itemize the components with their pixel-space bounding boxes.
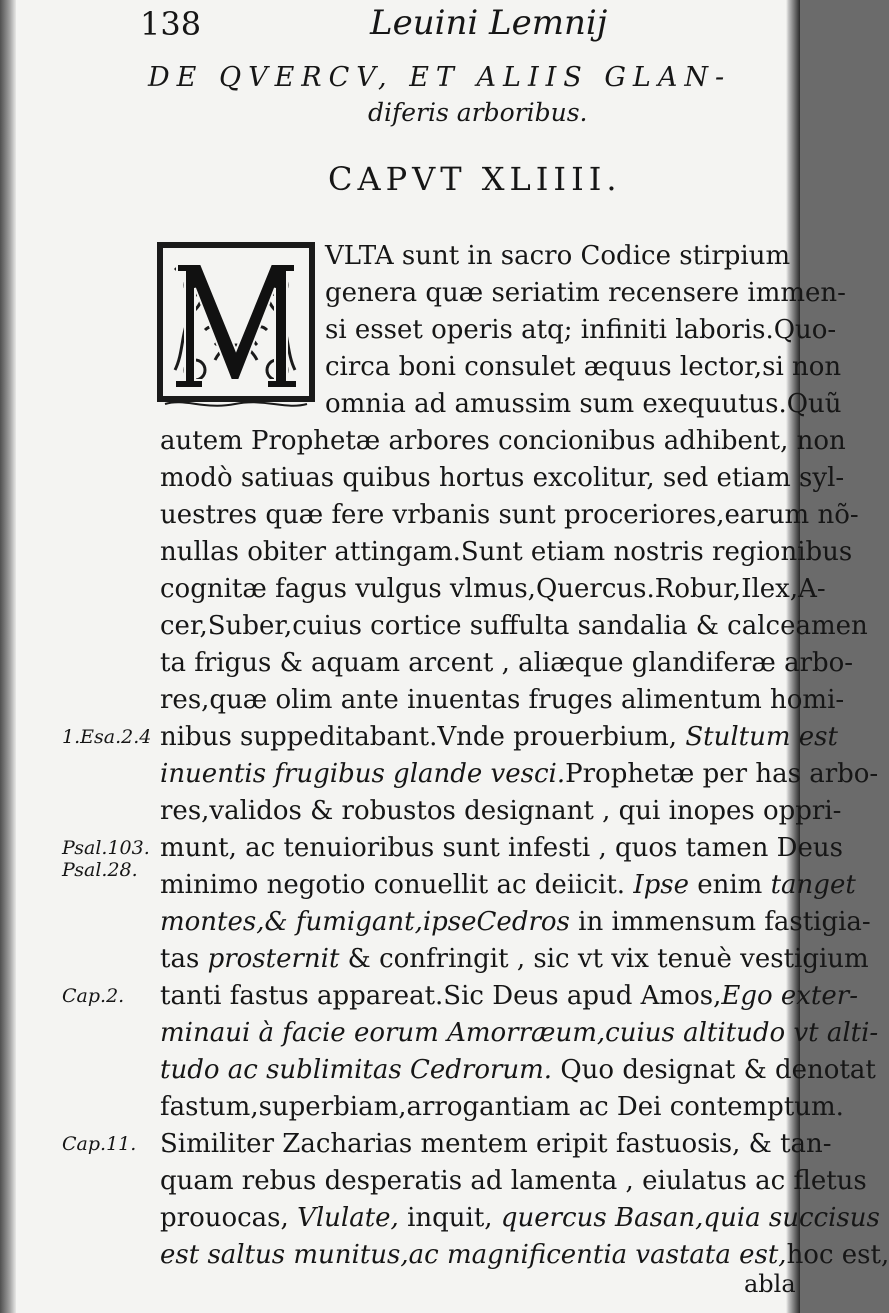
text-line-27 <box>160 1205 880 1231</box>
page-number: 138 <box>140 5 202 43</box>
text-run: Prophetæ per has arbo- <box>565 759 879 789</box>
margin-note-1: 1.Esa.2.4 <box>62 726 152 748</box>
margin-note-4: Cap.2. <box>62 985 125 1007</box>
svg-text:M: M <box>236 410 238 411</box>
margin-note-2: Psal.103. <box>62 837 150 859</box>
text-line-21 <box>160 983 858 1009</box>
decorated-initial-m <box>155 240 317 412</box>
text-run: prouocas, <box>160 1203 289 1233</box>
text-line-22: minaui à facie eorum Amorræum,cuius altitudo vt alti- <box>160 1018 879 1048</box>
text-run: tas <box>160 944 200 974</box>
text-run: hoc est, <box>786 1240 889 1270</box>
italic-run: tudo ac sublimitas Cedrorum. <box>160 1055 553 1085</box>
margin-note-5: Cap.11. <box>62 1133 137 1155</box>
text-line-23 <box>160 1057 876 1083</box>
text-line-3: si esset operis atq; infiniti laboris.Quo- <box>325 315 837 345</box>
text-line-16: res,validos & robustos designant , qui inopes oppri- <box>160 796 842 826</box>
text-line-1: VLTA sunt in sacro Codice stirpium <box>325 241 791 271</box>
text-line-7: modò satiuas quibus hortus excolitur, sed etiam syl- <box>160 463 845 493</box>
text-line-5: omnia ad amussim sum exequutus.Quũ <box>325 389 842 419</box>
text-run: & confringit , sic vt vix tenuè vestigium <box>347 944 869 974</box>
text-line-9: nullas obiter attingam.Sunt etiam nostris regionibus <box>160 537 853 567</box>
text-run: in immensum fastigia- <box>578 907 871 937</box>
text-line-15 <box>160 761 878 787</box>
text-line-20 <box>160 946 869 972</box>
text-run: Quo designat & denotat <box>560 1055 876 1085</box>
text-line-26: quam rebus desperatis ad lamenta , eiulatus ac fletus <box>160 1166 867 1196</box>
italic-run: tanget <box>770 870 856 900</box>
text-line-13: res,quæ olim ante inuentas fruges alimentum homi- <box>160 685 845 715</box>
text-line-14 <box>160 724 838 750</box>
text-line-2: genera quæ seriatim recensere immen- <box>325 278 846 308</box>
text-line-28 <box>160 1242 889 1268</box>
chapter-heading: CAPVT XLIIII. <box>328 160 622 198</box>
text-run: nibus suppeditabant.Vnde prouerbium, <box>160 722 678 752</box>
title-line-2: diferis arboribus. <box>368 98 588 127</box>
italic-run: montes,& fumigant,ipseCedros <box>160 907 570 937</box>
italic-run: Stultum est <box>685 722 838 752</box>
italic-run: prosternit <box>207 944 340 974</box>
italic-run: Ipse <box>633 870 689 900</box>
text-line-4: circa boni consulet æquus lector,si non <box>325 352 842 382</box>
text-line-12: ta frigus & aquam arcent , aliæque glandiferæ arbo- <box>160 648 854 678</box>
text-line-11: cer,Suber,cuius cortice suffulta sandalia & calceamen <box>160 611 868 641</box>
text-run: enim <box>697 870 763 900</box>
text-run: tanti fastus appareat.Sic Deus apud Amos, <box>160 981 722 1011</box>
gutter-shadow <box>0 0 16 1313</box>
italic-run: Ego exter- <box>721 981 858 1011</box>
margin-note-3: Psal.28. <box>62 859 138 881</box>
text-line-17: munt, ac tenuioribus sunt infesti , quos tamen Deus <box>160 833 843 863</box>
italic-run: est saltus munitus,ac magnificentia vastata est, <box>160 1240 787 1270</box>
text-run: minimo negotio conuellit ac deiicit. <box>160 870 626 900</box>
text-line-25: Similiter Zacharias mentem eripit fastuosis, & tan- <box>160 1129 832 1159</box>
italic-run: quercus Basan,quia succisus <box>500 1203 880 1233</box>
text-line-10: cognitæ fagus vulgus vlmus,Quercus.Robur,Ilex,A- <box>160 574 826 604</box>
italic-run: Vlulate, <box>297 1203 399 1233</box>
text-line-24: fastum,superbiam,arrogantiam ac Dei contemptum. <box>160 1092 844 1122</box>
text-run: inquit, <box>407 1203 493 1233</box>
text-line-6: autem Prophetæ arbores concionibus adhibent, non <box>160 426 846 456</box>
title-line-1: DE QVERCV, ET ALIIS GLAN- <box>148 62 732 93</box>
italic-run: inuentis frugibus glande vesci. <box>160 759 566 789</box>
text-line-18 <box>160 872 856 898</box>
text-line-19 <box>160 909 871 935</box>
text-line-8: uestres quæ fere vrbanis sunt proceriores,earum nõ- <box>160 500 859 530</box>
running-head: Leuini Lemnij <box>370 3 608 43</box>
catchword: abla <box>744 1270 796 1298</box>
